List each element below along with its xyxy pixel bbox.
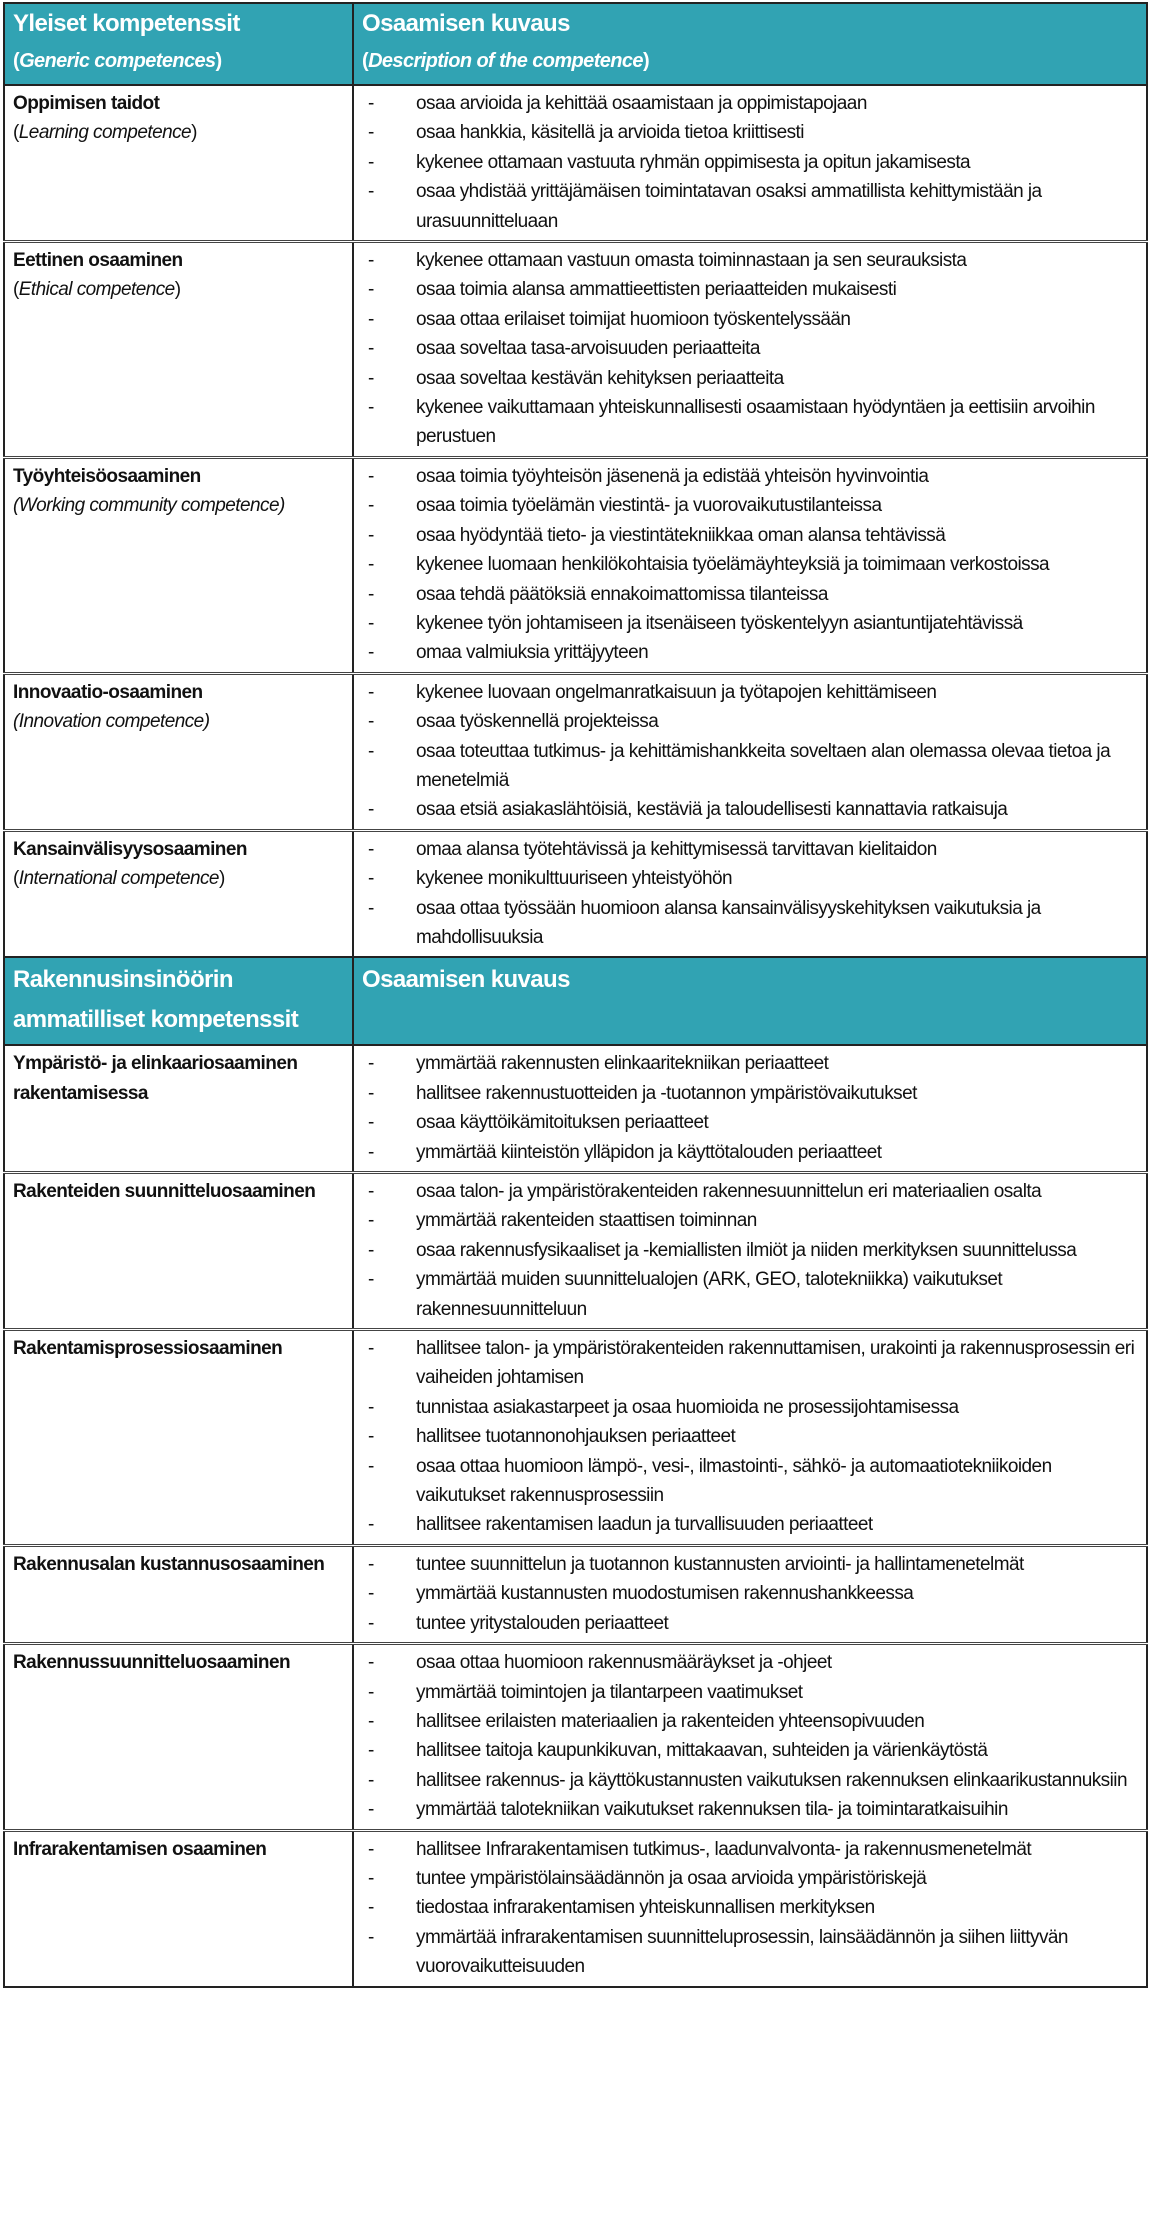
description-list	[362, 678, 1138, 825]
competence-english-text: Ethical competence	[18, 279, 175, 301]
competence-description-cell	[353, 1545, 1147, 1643]
description-item: - hallitsee rakennustuotteiden ja -tuotannon ympäristövaikutukset	[362, 1079, 1138, 1108]
description-item: - osaa yhdistää yrittäjämäisen toimintatavan osaksi ammatillista kehittymistään ja urasuunnitteluaan	[362, 177, 1138, 236]
generic-header-subtitle-text: Generic competences	[19, 50, 216, 72]
paren-open: (	[13, 279, 19, 301]
description-item: - hallitsee talon- ja ympäristörakenteiden rakennuttamisen, urakointi ja rakennusprosessin eri vaiheiden johtamisen	[362, 1334, 1138, 1393]
description-item: - ymmärtää toimintojen ja tilantarpeen vaatimukset	[362, 1678, 1138, 1707]
description-item: - osaa tehdä päätöksiä ennakoimattomissa tilanteissa	[362, 580, 1138, 609]
description-item: - omaa valmiuksia yrittäjyyteen	[362, 638, 1138, 667]
professional-header-row	[4, 957, 1147, 1045]
description-item: - osaa etsiä asiakaslähtöisiä, kestäviä ja taloudellisesti kannattavia ratkaisuja	[362, 795, 1138, 824]
paren-close: )	[191, 122, 197, 144]
description-list	[362, 1835, 1138, 1982]
paren-open: (	[13, 122, 19, 144]
description-header-subtitle-text: Description of the competence	[368, 50, 643, 72]
description-item: - kykenee ottamaan vastuun omasta toiminnastaan ja sen seurauksista	[362, 246, 1138, 275]
description-item: - osaa arvioida ja kehittää osaamistaan ja oppimistapojaan	[362, 89, 1138, 118]
competence-english-name	[13, 707, 344, 736]
description-list	[362, 1550, 1138, 1638]
competence-name-cell	[4, 1830, 353, 1987]
generic-header-subtitle	[13, 42, 344, 80]
description-list	[362, 246, 1138, 452]
description-item: - kykenee luovaan ongelmanratkaisuun ja työtapojen kehittämiseen	[362, 678, 1138, 707]
description-item: - ymmärtää muiden suunnittelualojen (ARK, GEO, talotekniikka) vaikutukset rakennesuunnitteluun	[362, 1265, 1138, 1324]
competence-description-cell	[353, 1173, 1147, 1330]
generic-header-title: Yleiset kompetenssit	[13, 10, 240, 37]
description-item: - tiedostaa infrarakentamisen yhteiskunnallisen merkityksen	[362, 1893, 1138, 1922]
competence-name-cell	[4, 1330, 353, 1546]
competence-description-cell	[353, 673, 1147, 830]
competence-table-body	[4, 3, 1147, 1987]
description-item: - ymmärtää infrarakentamisen suunnitteluprosessin, lainsäädännön ja siihen liittyvän vuorovaikutteisuuden	[362, 1923, 1138, 1982]
competence-name-cell	[4, 242, 353, 458]
paren-open: (	[13, 868, 19, 890]
competence-table	[3, 2, 1148, 1988]
competence-name: Rakentamisprosessiosaaminen	[13, 1338, 283, 1360]
competence-name: Ympäristö- ja elinkaariosaaminen rakentamisessa	[13, 1053, 298, 1104]
description-item: - tuntee ympäristölainsäädännön ja osaa arvioida ympäristöriskejä	[362, 1864, 1138, 1893]
professional-header-col2: Osaamisen kuvaus	[353, 957, 1147, 1045]
description-item: - osaa toimia alansa ammattieettisten periaatteiden mukaisesti	[362, 275, 1138, 304]
competence-name: Rakenteiden suunnitteluosaaminen	[13, 1181, 316, 1202]
description-item: - tuntee suunnittelun ja tuotannon kustannusten arviointi- ja hallintamenetelmät	[362, 1550, 1138, 1579]
description-list	[362, 1049, 1138, 1167]
competence-row	[4, 1644, 1147, 1830]
description-item: - osaa talon- ja ympäristörakenteiden rakennesuunnittelun eri materiaalien osalta	[362, 1177, 1138, 1206]
description-item: - hallitsee tuotannonohjauksen periaatteet	[362, 1422, 1138, 1451]
paren-open: (	[13, 50, 20, 72]
competence-row	[4, 1830, 1147, 1987]
description-list	[362, 89, 1138, 236]
competence-name-cell	[4, 1545, 353, 1643]
description-list	[362, 1334, 1138, 1540]
description-item: - ymmärtää rakenteiden staattisen toiminnan	[362, 1206, 1138, 1235]
description-item: - kykenee ottamaan vastuuta ryhmän oppimisesta ja opitun jakamisesta	[362, 148, 1138, 177]
competence-row	[4, 85, 1147, 242]
description-item: - hallitsee rakentamisen laadun ja turvallisuuden periaatteet	[362, 1510, 1138, 1539]
description-item: - kykenee työn johtamiseen ja itsenäiseen työskentelyyn asiantuntijatehtävissä	[362, 609, 1138, 638]
competence-name: Infrarakentamisen osaaminen	[13, 1838, 267, 1860]
description-item: - kykenee monikulttuuriseen yhteistyöhön	[362, 864, 1138, 893]
description-item: - tuntee yritystalouden periaatteet	[362, 1609, 1138, 1638]
competence-name-cell	[4, 1045, 353, 1172]
paren-open: (	[362, 50, 369, 72]
competence-name: Työyhteisöosaaminen	[13, 465, 201, 487]
competence-row	[4, 1045, 1147, 1172]
description-item: - kykenee luomaan henkilökohtaisia työelämäyhteyksiä ja toimimaan verkostoissa	[362, 550, 1138, 579]
description-item: - osaa toimia työyhteisön jäsenenä ja edistää yhteisön hyvinvointia	[362, 462, 1138, 491]
paren-close: )	[174, 279, 181, 301]
description-item: - hallitsee Infrarakentamisen tutkimus-, laadunvalvonta- ja rakennusmenetelmät	[362, 1835, 1138, 1864]
competence-description-cell	[353, 1045, 1147, 1172]
competence-name: Oppimisen taidot	[13, 93, 160, 114]
competence-english-name	[13, 118, 344, 147]
description-list	[362, 1177, 1138, 1324]
description-item: - osaa soveltaa kestävän kehityksen periaatteita	[362, 364, 1138, 393]
paren-close: )	[218, 868, 225, 890]
competence-row	[4, 242, 1147, 458]
description-list	[362, 1648, 1138, 1824]
competence-description-cell	[353, 242, 1147, 458]
description-header-title: Osaamisen kuvaus	[362, 10, 570, 37]
description-list	[362, 835, 1138, 953]
description-item: - omaa alansa työtehtävissä ja kehittymisessä tarvittavan kielitaidon	[362, 835, 1138, 864]
competence-name-cell	[4, 457, 353, 673]
description-item: - ymmärtää kustannusten muodostumisen rakennushankkeessa	[362, 1579, 1138, 1608]
competence-row	[4, 673, 1147, 830]
paren-close: )	[642, 50, 650, 72]
competence-row	[4, 830, 1147, 957]
generic-header-row	[4, 3, 1147, 85]
description-item: - osaa käyttöikämitoituksen periaatteet	[362, 1108, 1138, 1137]
competence-name-cell	[4, 1173, 353, 1330]
description-item: - hallitsee erilaisten materiaalien ja rakenteiden yhteensopivuuden	[362, 1707, 1138, 1736]
competence-row	[4, 1545, 1147, 1643]
competence-row	[4, 457, 1147, 673]
description-item: - osaa hankkia, käsitellä ja arvioida tietoa kriittisesti	[362, 118, 1138, 147]
competence-description-cell	[353, 1644, 1147, 1830]
competence-row	[4, 1330, 1147, 1546]
description-item: - hallitsee taitoja kaupunkikuvan, mittakaavan, suhteiden ja värienkäytöstä	[362, 1736, 1138, 1765]
description-item: - tunnistaa asiakastarpeet ja osaa huomioida ne prosessijohtamisessa	[362, 1393, 1138, 1422]
paren-close: )	[215, 50, 222, 72]
competence-english-text: (Innovation competence)	[13, 711, 210, 733]
description-item: - osaa ottaa huomioon rakennusmääräykset ja -ohjeet	[362, 1648, 1138, 1677]
description-item: - ymmärtää kiinteistön ylläpidon ja käyttötalouden periaatteet	[362, 1138, 1138, 1167]
competence-name-cell	[4, 85, 353, 242]
description-item: - ymmärtää rakennusten elinkaaritekniikan periaatteet	[362, 1049, 1138, 1078]
competence-description-cell	[353, 830, 1147, 957]
description-item: - osaa toimia työelämän viestintä- ja vuorovaikutustilanteissa	[362, 491, 1138, 520]
description-item: - osaa ottaa erilaiset toimijat huomioon työskentelyssään	[362, 305, 1138, 334]
description-item: - osaa toteuttaa tutkimus- ja kehittämishankkeita soveltaen alan olemassa olevaa tietoa ja menetelmiä	[362, 737, 1138, 796]
competence-name: Rakennussuunnitteluosaaminen	[13, 1652, 291, 1674]
competence-english-name	[13, 864, 344, 893]
competence-name: Rakennusalan kustannusosaaminen	[13, 1553, 325, 1575]
competence-description-cell	[353, 457, 1147, 673]
competence-name: Kansainvälisyysosaaminen	[13, 838, 247, 860]
description-item: - kykenee vaikuttamaan yhteiskunnallisesti osaamistaan hyödyntäen ja eettisiin arvoihin perustuen	[362, 393, 1138, 452]
professional-header-col1: Rakennusinsinöörin ammatilliset kompetenssit	[4, 957, 353, 1045]
description-item: - hallitsee rakennus- ja käyttökustannusten vaikutuksen rakennuksen elinkaarikustannuksiin	[362, 1766, 1138, 1795]
generic-header-col2	[353, 3, 1147, 85]
competence-description-cell	[353, 1830, 1147, 1987]
description-item: - osaa hyödyntää tieto- ja viestintätekniikkaa oman alansa tehtävissä	[362, 521, 1138, 550]
description-list	[362, 462, 1138, 668]
competence-description-cell	[353, 1330, 1147, 1546]
competence-english-text: International competence	[18, 868, 219, 890]
description-item: - osaa työskennellä projekteissa	[362, 707, 1138, 736]
competence-english-text: (Working community competence)	[13, 495, 285, 517]
competence-english-name	[13, 491, 344, 520]
competence-name-cell	[4, 1644, 353, 1830]
competence-name-cell	[4, 673, 353, 830]
competence-name: Eettinen osaaminen	[13, 250, 183, 272]
description-item: - ymmärtää talotekniikan vaikutukset rakennuksen tila- ja toimintaratkaisuihin	[362, 1795, 1138, 1824]
competence-english-text: Learning competence	[18, 122, 192, 144]
competence-description-cell	[353, 85, 1147, 242]
competence-name: Innovaatio-osaaminen	[13, 681, 203, 703]
competence-row	[4, 1173, 1147, 1330]
generic-header-col1	[4, 3, 353, 85]
description-item: - osaa rakennusfysikaaliset ja -kemiallisten ilmiöt ja niiden merkityksen suunnittelussa	[362, 1236, 1138, 1265]
description-item: - osaa ottaa työssään huomioon alansa kansainvälisyyskehityksen vaikutuksia ja mahdollisuuksia	[362, 894, 1138, 953]
description-item: - osaa soveltaa tasa-arvoisuuden periaatteita	[362, 334, 1138, 363]
description-header-subtitle	[362, 42, 1138, 80]
competence-english-name	[13, 275, 344, 304]
competence-name-cell	[4, 830, 353, 957]
description-item: - osaa ottaa huomioon lämpö-, vesi-, ilmastointi-, sähkö- ja automaatiotekniikoiden vaikutukset rakennusprosessiin	[362, 1452, 1138, 1511]
